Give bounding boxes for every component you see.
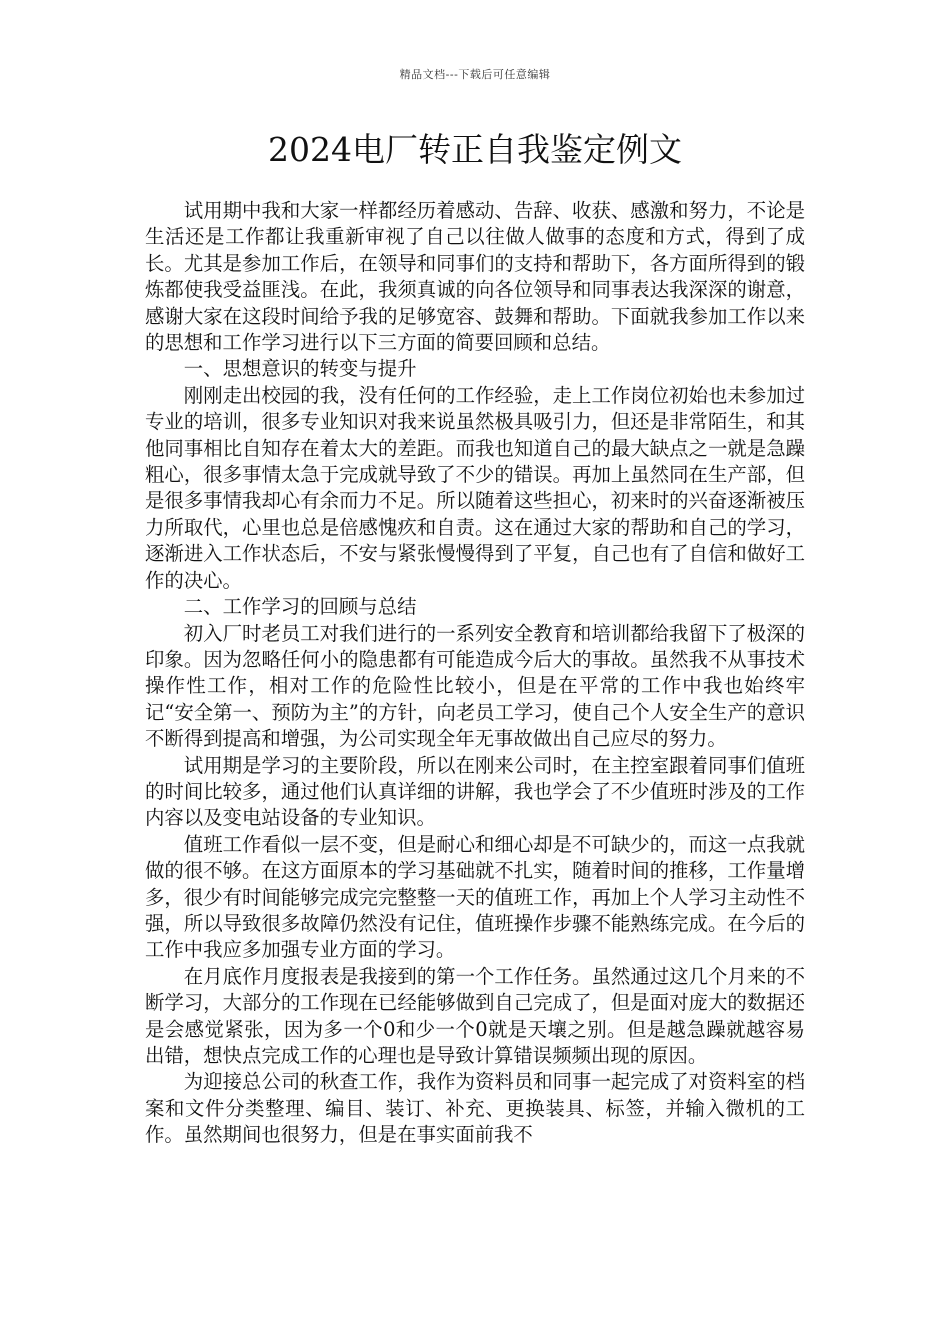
paragraph-probation-study: 试用期是学习的主要阶段，所以在刚来公司时，在主控室跟着同事们值班的时间比较多，通过他们认真详细的讲解，我也学会了不少值班时涉及的工作内容以及变电站设备的专业知识。: [145, 753, 805, 830]
section-heading-1: 一、思想意识的转变与提升: [183, 357, 417, 381]
paragraph-safety: 初入厂时老员工对我们进行的一系列安全教育和培训都给我留下了极深的印象。因为忽略任何小的隐患都有可能造成今后大的事故。虽然我不从事技术操作性工作，相对工作的危险性比较小，但是在平常的工作中我也始终牢记“安全第一、预防为主”的方针，向老员工学习，使自己个人安全生产的意识不断得到提高和增强，为公司实现全年无事故做出自己应尽的努力。: [145, 621, 805, 751]
paragraph-intro: 试用期中我和大家一样都经历着感动、告辞、收获、感激和努力，不论是生活还是工作都让我重新审视了自己以往做人做事的态度和方式，得到了成长。尤其是参加工作后，在领导和同事们的支持和帮助下，各方面所得到的锻炼都使我受益匪浅。在此，我须真诚的向各位领导和同事表达我深深的谢意，感谢大家在这段时间给予我的足够宽容、鼓舞和帮助。下面就我参加工作以来的思想和工作学习进行以下三方面的简要回顾和总结。: [145, 199, 805, 355]
section-heading-2: 二、工作学习的回顾与总结: [183, 595, 417, 619]
paragraph-duty-work: 值班工作看似一层不变，但是耐心和细心却是不可缺少的，而这一点我就做的很不够。在这方面原本的学习基础就不扎实，随着时间的推移，工作量增多，很少有时间能够完成完完整整一天的值班工作，再加上个人学习主动性不强，所以导致很多故障仍然没有记住，值班操作步骤不能熟练完成。在今后的工作中我应多加强专业方面的学习。: [145, 832, 805, 962]
paragraph-section-1: 刚刚走出校园的我，没有任何的工作经验，走上工作岗位初始也未参加过专业的培训，很多专业知识对我来说虽然极具吸引力，但还是非常陌生，和其他同事相比自知存在着太大的差距。而我也知道自己的最大缺点之一就是急躁粗心，很多事情太急于完成就导致了不少的错误。再加上虽然同在生产部，但是很多事情我却心有余而力不足。所以随着这些担心，初来时的兴奋逐渐被压力所取代，心里也总是倍感愧疚和自责。这在通过大家的帮助和自己的学习，逐渐进入工作状态后，不安与紧张慢慢得到了平复，自己也有了自信和做好工作的决心。: [145, 383, 805, 592]
page-header: 精品文档---下载后可任意编辑: [399, 68, 551, 81]
document-body: [145, 198, 805, 1149]
document-title: 2024电厂转正自我鉴定例文: [268, 130, 682, 169]
paragraph-monthly-report: 在月底作月度报表是我接到的第一个工作任务。虽然通过这几个月来的不断学习，大部分的工作现在已经能够做到自己完成了，但是面对庞大的数据还是会感觉紧张，因为多一个0和少一个0就是天壤之别。但是越急躁就越容易出错，想快点完成工作的心理也是导致计算错误频频出现的原因。: [145, 964, 805, 1067]
paragraph-archive-work: 为迎接总公司的秋查工作，我作为资料员和同事一起完成了对资料室的档案和文件分类整理、编目、装订、补充、更换装具、标签，并输入微机的工作。虽然期间也很努力，但是在事实面前我不: [145, 1070, 805, 1147]
